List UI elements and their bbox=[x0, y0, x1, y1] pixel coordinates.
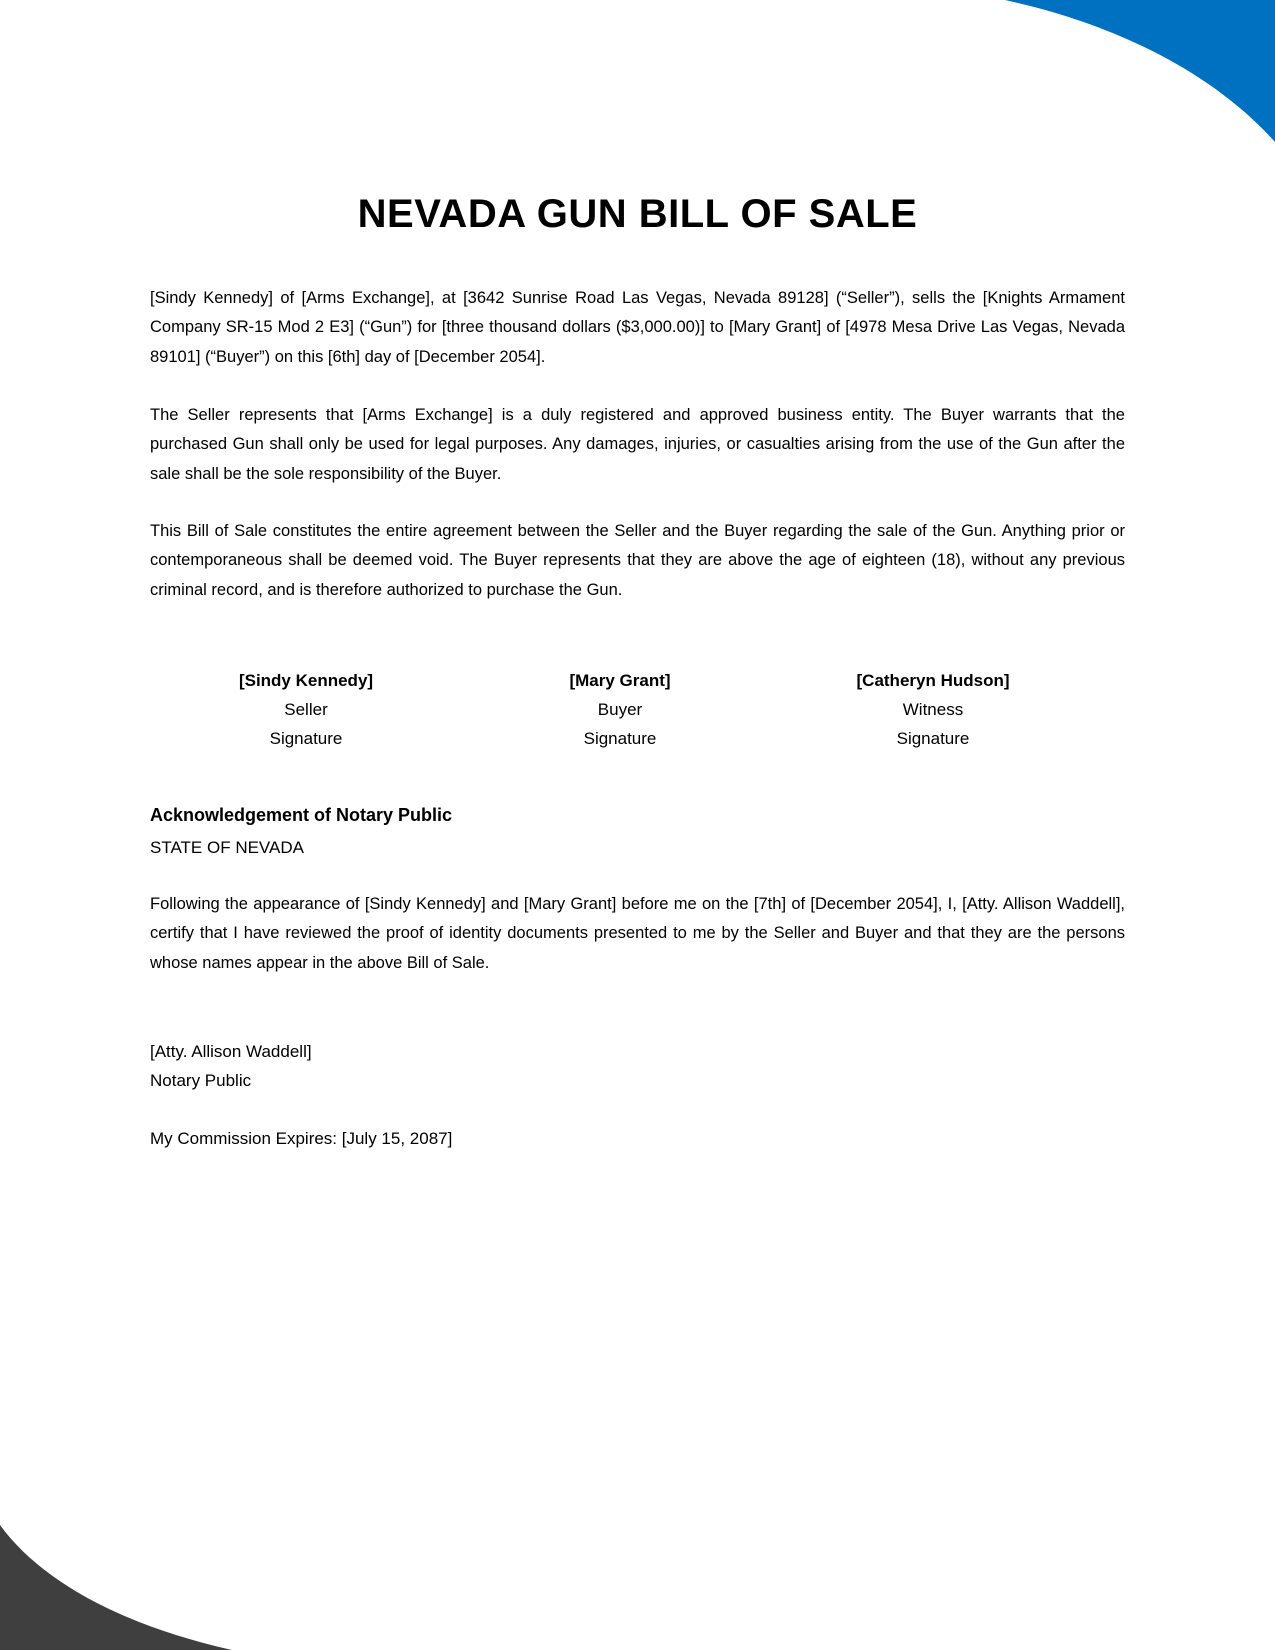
signature-label: Signature bbox=[896, 729, 970, 748]
paragraph-entire-agreement: This Bill of Sale constitutes the entire agreement between the Seller and the Buyer regarding the sale of the Gun. Anything prior or contemporaneous shall be deemed void. The Buyer represents that they are above the age of eighteen (18), without any previous criminal record, and is therefore authorized to purchase the Gun. bbox=[150, 522, 1125, 599]
signer-name: [Catheryn Hudson] bbox=[856, 671, 1010, 690]
notary-title: Notary Public bbox=[150, 1071, 252, 1090]
signer-role: Witness bbox=[902, 700, 964, 719]
paragraph-sale-terms: [Sindy Kennedy] of [Arms Exchange], at [3642 Sunrise Road Las Vegas, Nevada 89128] (“Seller”), sells the [Knights Armament Company SR-15 Mod 2 E3] (“Gun”) for [three thousand dollars ($3,000.00)] to [Mary Grant] of [4978 Mesa Drive Las Vegas, Nevada 89101] (“Buyer”) on this [6th] day of [December 2054]. bbox=[150, 289, 1125, 366]
signer-role: Seller bbox=[284, 700, 328, 719]
dark-corner-swoosh bbox=[0, 1525, 232, 1650]
document-title: NEVADA GUN BILL OF SALE bbox=[357, 192, 918, 236]
notary-heading: Acknowledgement of Notary Public bbox=[150, 805, 453, 825]
notary-body: Following the appearance of [Sindy Kennedy] and [Mary Grant] before me on the [7th] of [December 2054], I, [Atty. Allison Waddell], certify that I have reviewed the proof of identity documents presented to me by the Seller and Buyer and that they are the persons whose names appear in the above Bill of Sale. bbox=[150, 895, 1125, 972]
signer-role: Buyer bbox=[597, 700, 643, 719]
blue-corner-swoosh bbox=[1005, 0, 1275, 142]
signature-block-buyer bbox=[470, 666, 770, 753]
signature-label: Signature bbox=[269, 729, 343, 748]
notary-state: STATE OF NEVADA bbox=[150, 838, 304, 857]
notary-commission: My Commission Expires: [July 15, 2087] bbox=[150, 1129, 453, 1148]
signer-name: [Sindy Kennedy] bbox=[238, 671, 374, 690]
signature-block-witness bbox=[783, 666, 1083, 753]
signature-block-seller bbox=[156, 666, 456, 753]
paragraph-representations: The Seller represents that [Arms Exchange] is a duly registered and approved business entity. The Buyer warrants that the purchased Gun shall only be used for legal purposes. Any damages, injuries, or casualties arising from the use of the Gun after the sale shall be the sole responsibility of the Buyer. bbox=[150, 406, 1125, 483]
notary-name: [Atty. Allison Waddell] bbox=[150, 1042, 312, 1061]
signature-label: Signature bbox=[583, 729, 657, 748]
signer-name: [Mary Grant] bbox=[569, 671, 671, 690]
